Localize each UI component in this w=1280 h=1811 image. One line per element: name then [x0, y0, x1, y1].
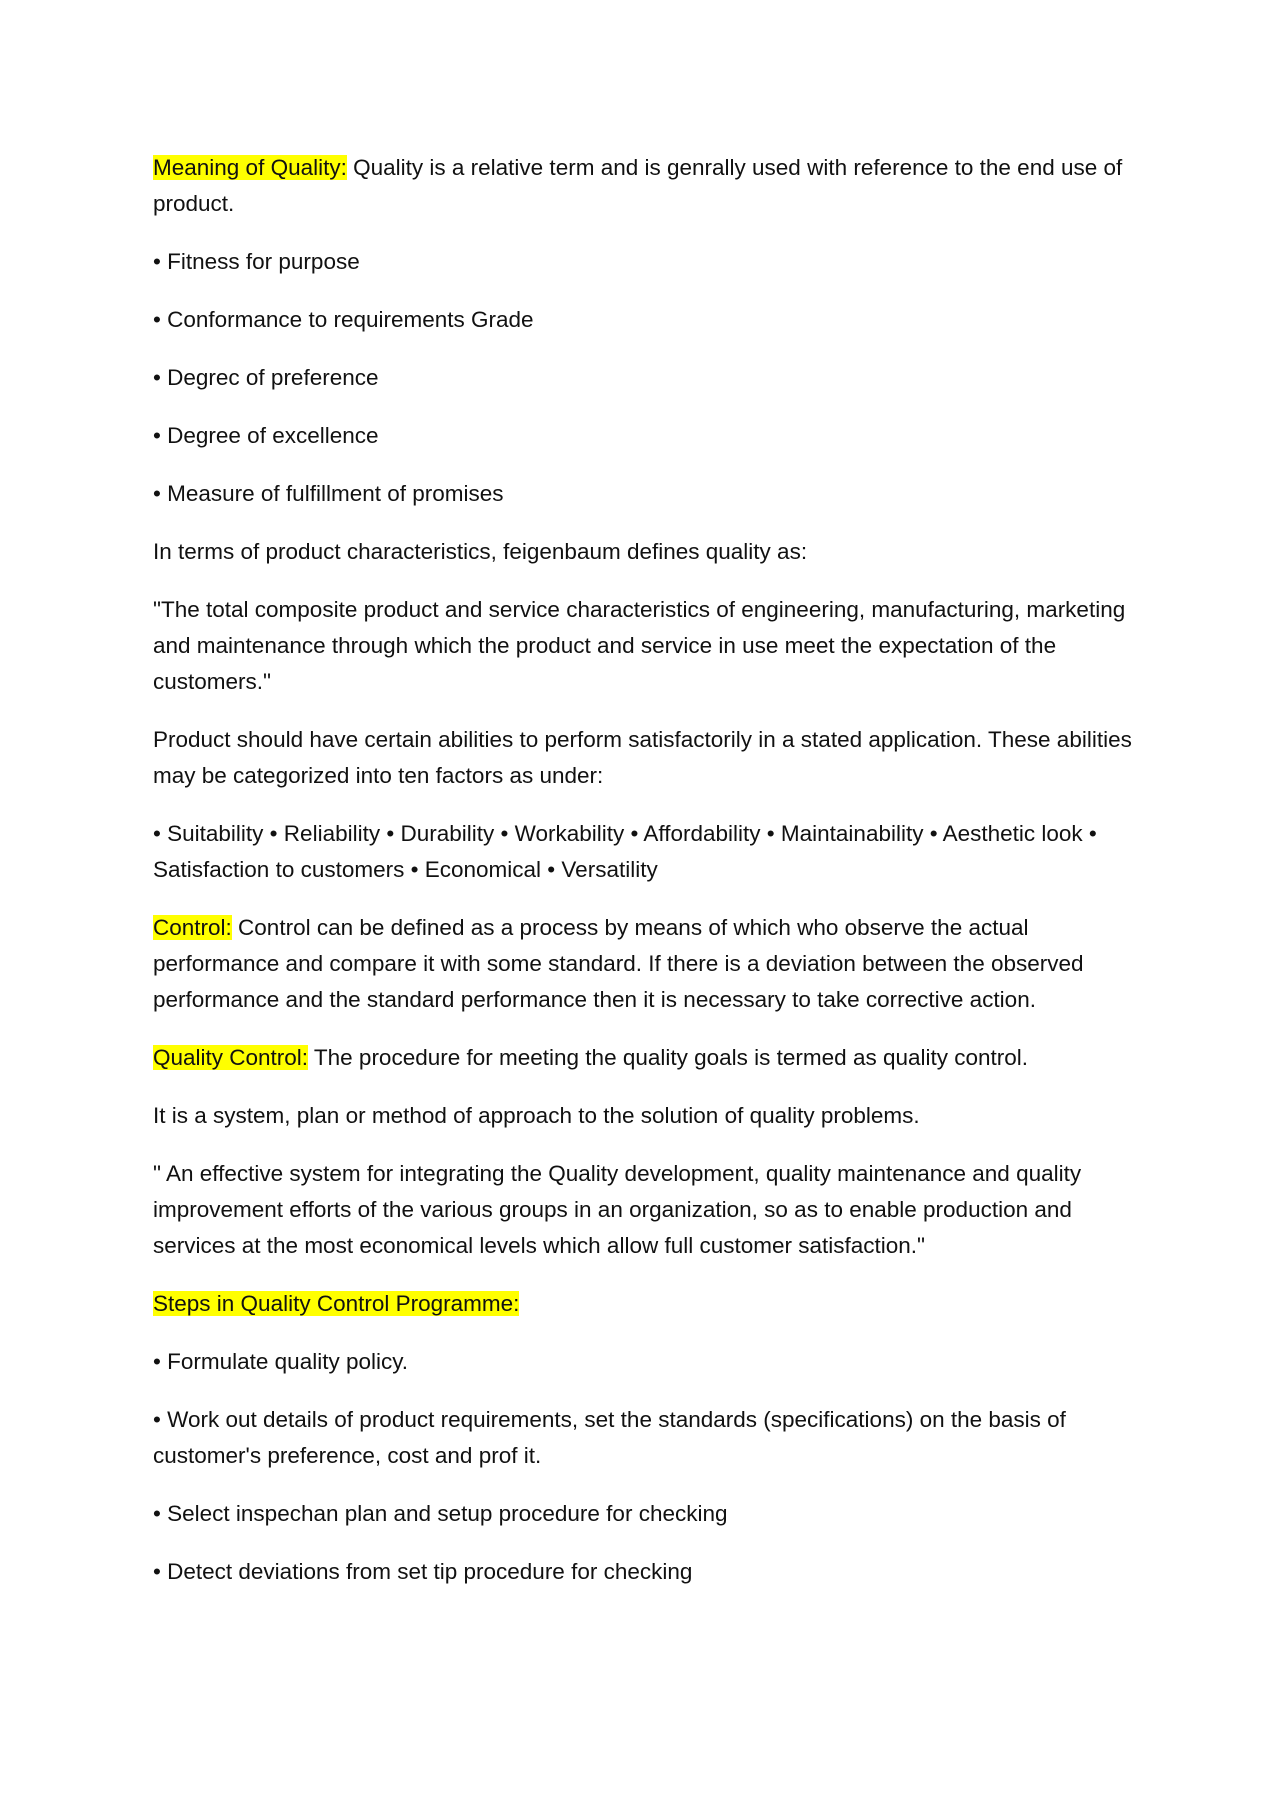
- control-definition-text: Control can be defined as a process by means of which who observe the actual performance and compare it with some standard. If there is a deviation between the observed performance and the standard performance then it is necessary to take corrective action.: [153, 915, 1084, 1012]
- system-quote: " An effective system for integrating the Quality development, quality maintenance and quality improvement efforts of the various groups in an organization, so as to enable production and services at the most economical levels which allow full customer satisfaction.": [153, 1161, 1082, 1258]
- list-item: • Measure of fulfillment of promises: [153, 481, 504, 506]
- quality-definition: [153, 150, 1143, 222]
- step-item: • Work out details of product requirements, set the standards (specifications) on the basis of customer's preference, cost and prof it.: [153, 1407, 1066, 1468]
- quality-control-heading: Quality Control:: [153, 1045, 309, 1070]
- document-body: [153, 150, 1143, 1612]
- quality-heading: Meaning of Quality:: [153, 155, 347, 180]
- control-heading: Control:: [153, 915, 232, 940]
- steps-heading-line: [153, 1286, 1143, 1322]
- quality-control-definition-text: The procedure for meeting the quality goals is termed as quality control.: [308, 1045, 1029, 1070]
- feigenbaum-intro: In terms of product characteristics, feigenbaum defines quality as:: [153, 539, 808, 564]
- list-item: • Degrec of preference: [153, 365, 379, 390]
- feigenbaum-quote: "The total composite product and service characteristics of engineering, manufacturing, marketing and maintenance through which the product and service in use meet the expectation of the customers.": [153, 597, 1126, 694]
- abilities-intro: Product should have certain abilities to perform satisfactorily in a stated application. These abilities may be categorized into ten factors as under:: [153, 727, 1132, 788]
- step-item: • Formulate quality policy.: [153, 1349, 409, 1374]
- step-item: • Select inspechan plan and setup procedure for checking: [153, 1501, 728, 1526]
- list-item: • Fitness for purpose: [153, 249, 360, 274]
- system-text: It is a system, plan or method of approach to the solution of quality problems.: [153, 1103, 920, 1128]
- quality-definition-text: Quality is a relative term and is genrally used with reference to the end use of product.: [153, 155, 1123, 216]
- list-item: • Degree of excellence: [153, 423, 379, 448]
- control-definition: [153, 910, 1143, 1018]
- list-item: • Conformance to requirements Grade: [153, 307, 534, 332]
- steps-heading: Steps in Quality Control Programme:: [153, 1291, 520, 1316]
- quality-control-definition: [153, 1040, 1143, 1076]
- abilities-list: • Suitability • Reliability • Durability • Workability • Affordability • Maintainability • Aesthetic look • Satisfaction to customers • Economical • Versatility: [153, 821, 1097, 882]
- step-item: • Detect deviations from set tip procedure for checking: [153, 1559, 693, 1584]
